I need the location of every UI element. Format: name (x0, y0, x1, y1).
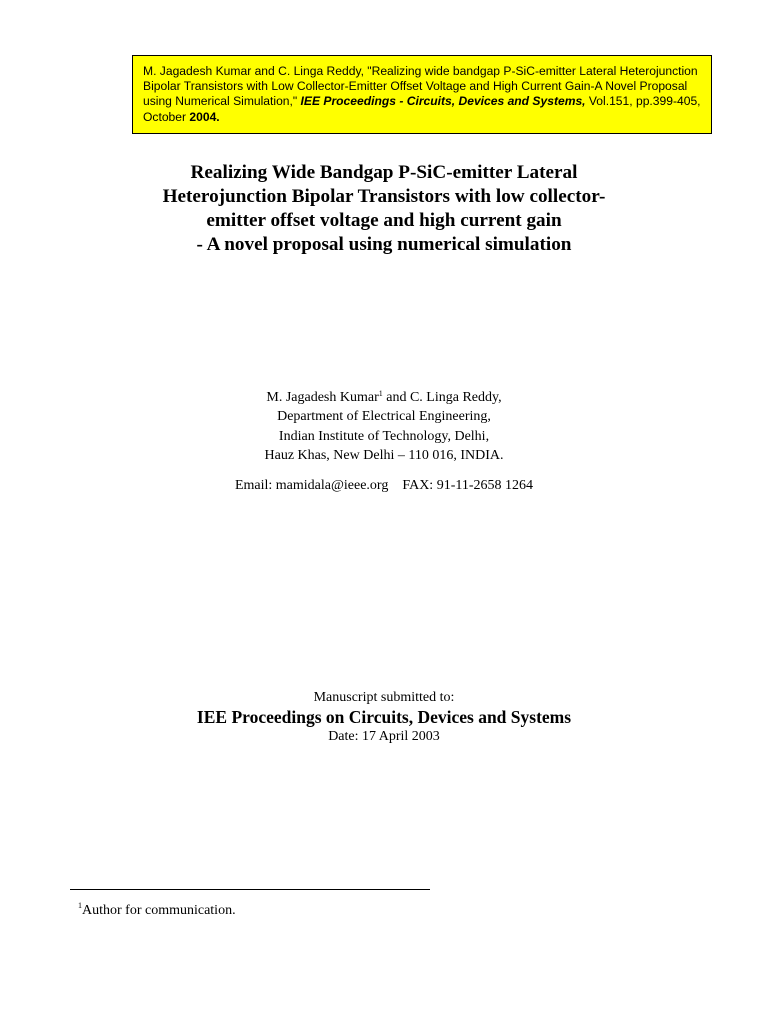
citation-journal: IEE Proceedings - Circuits, Devices and Systems, (300, 94, 586, 109)
footnote-text: Author for communication. (82, 903, 236, 918)
footnote-marker: 1 (78, 901, 82, 910)
email-address[interactable]: mamidala@ieee.org (275, 478, 389, 493)
contact-line (60, 477, 708, 495)
submission-block (60, 689, 708, 745)
citation-box (132, 55, 712, 134)
fax-label: FAX: (402, 478, 437, 493)
other-authors: and C. Linga Reddy, (382, 390, 502, 405)
affiliation-line: Indian Institute of Technology, Delhi, (278, 428, 490, 444)
citation-text: M. Jagadesh Kumar and C. Linga Reddy, "Realizing wide bandgap P-SiC-emitter Lateral Heterojunction Bipolar Transistors with Low Collector-Emitter Offset Voltage and High Current Gain-A Novel Proposal using Numerical Simulation," (143, 64, 698, 109)
email-label: Email: (234, 478, 276, 493)
submission-label: Manuscript submitted to: (313, 690, 455, 705)
first-author: M. Jagadesh Kumar (266, 390, 379, 405)
title-line: - A novel proposal using numerical simulation (196, 234, 572, 255)
author-names (60, 388, 708, 407)
author-footnote-marker: 1 (378, 389, 383, 398)
citation-year: 2004. (189, 109, 220, 124)
paper-title (60, 161, 708, 257)
title-line: Realizing Wide Bandgap P-SiC-emitter Lateral (190, 162, 578, 183)
footnote (78, 902, 236, 920)
author-block (60, 388, 708, 466)
fax-number: 91-11-2658 1264 (436, 478, 534, 493)
title-line: Heterojunction Bipolar Transistors with low collector- (162, 186, 606, 207)
title-line: emitter offset voltage and high current gain (206, 210, 562, 231)
affiliation-line: Hauz Khas, New Delhi – 110 016, INDIA. (264, 448, 504, 464)
submission-journal: IEE Proceedings on Circuits, Devices and Systems (196, 707, 572, 727)
submission-date: Date: 17 April 2003 (328, 729, 440, 744)
affiliation-line: Department of Electrical Engineering, (277, 409, 491, 425)
footnote-divider (70, 889, 430, 890)
citation-details: Vol.151, pp.399-405, October (143, 94, 701, 124)
